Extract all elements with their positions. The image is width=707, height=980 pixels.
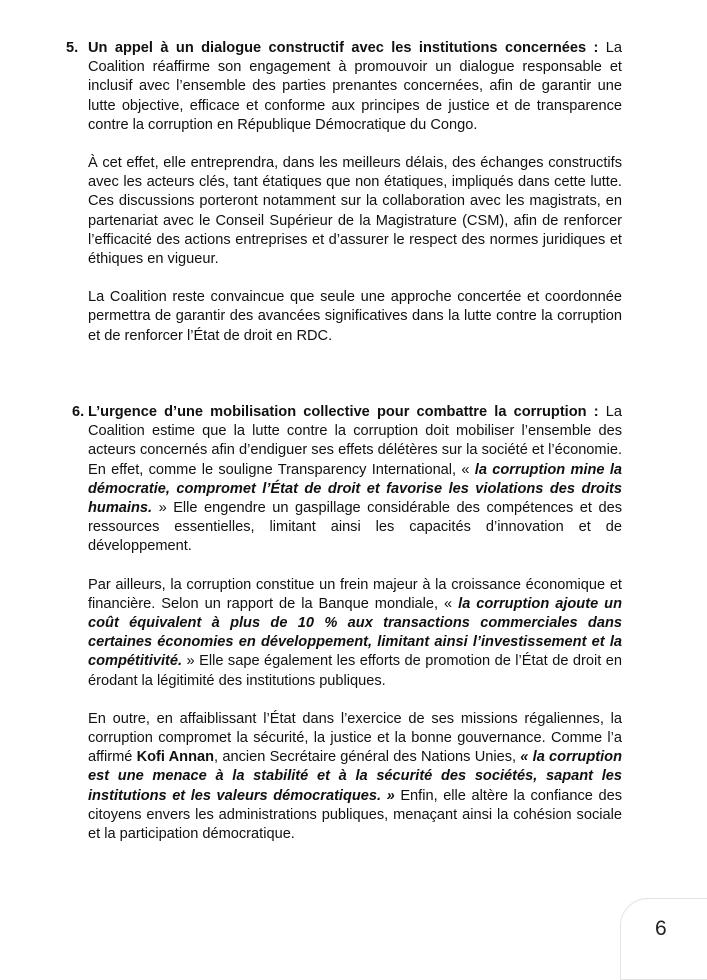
paragraph-text: Par ailleurs, la corruption constitue un frein majeur à la croissance économique et financière. Selon un rapport de la Banque mondiale, « bbox=[88, 576, 622, 612]
paragraph-text: La Coalition réaffirme son engagement à promouvoir un dialogue responsable et inclusif avec l’ensemble des parties prenantes concernées, afin de garantir une lutte objective, efficace et conforme aux principes de justice et de transparence contre la corruption en République Démocratique du Congo. bbox=[88, 40, 622, 133]
section-5 bbox=[60, 39, 622, 346]
paragraph-text: » Elle sape également les efforts de promotion de l’État de droit en érodant la légitimité des institutions publiques. bbox=[88, 653, 622, 689]
section-heading: Un appel à un dialogue constructif avec les institutions concernées : bbox=[88, 40, 599, 56]
person-name: Kofi Annan bbox=[136, 749, 215, 766]
paragraph bbox=[88, 710, 622, 844]
paragraph bbox=[88, 576, 622, 691]
paragraph: La Coalition reste convaincue que seule une approche concertée et coordonnée permettra de garantir des avancées significatives dans la lutte contre la corruption et de renforcer l’État de droit en RDC. bbox=[88, 289, 622, 344]
paragraph-text: La Coalition estime que la lutte contre la corruption doit mobiliser l’ensemble des acteurs concernés afin d’endiguer ses effets délétères sur la société et l’économie. En effet, comme le souligne Transparency International, « bbox=[88, 404, 622, 478]
quote: la corruption mine la démocratie, compromet l’État de droit et favorise les violations des droits humains. bbox=[88, 461, 622, 517]
paragraph: À cet effet, elle entreprendra, dans les meilleurs délais, des échanges constructifs avec les acteurs clés, tant étatiques que non étatiques, impliqués dans cette lutte. Ces discussions porteront notamment sur la collaboration avec les magistrats, en partenariat avec le Conseil Supérieur de la Magistrature (CSM), afin de renforcer l’efficacité des actions entreprises et d’assurer le respect des normes juridiques et éthiques en vigueur. bbox=[88, 155, 622, 268]
paragraph-text: Enfin, elle altère la confiance des citoyens envers les administrations publiques, menaçant ainsi la cohésion sociale et la participation démocratique. bbox=[88, 787, 622, 843]
paragraph bbox=[88, 39, 622, 135]
quote: la corruption ajoute un coût équivalent à plus de 10 % aux transactions commerciales dans certaines économies en développement, limitant ainsi l’investissement et la compétitivité. bbox=[88, 595, 622, 670]
paragraph-text: , ancien Secrétaire général des Nations Unies, bbox=[214, 749, 521, 766]
section-number: 5. bbox=[66, 40, 79, 56]
paragraph-text: » Elle engendre un gaspillage considérable des compétences et des ressources essentielles, limitant ainsi les capacités d’innovation et de développement. bbox=[88, 500, 622, 555]
paragraph-text: En outre, en affaiblissant l’État dans l’exercice de ses missions régaliennes, la corruption compromet la sécurité, la justice et la bonne gouvernance. Comme l’a affirmé bbox=[88, 710, 622, 766]
quote: « la corruption est une menace à la stabilité et à la sécurité des sociétés, sapant les institutions et les valeurs démocratiques. » bbox=[88, 749, 623, 804]
section-number: 6. bbox=[72, 404, 85, 420]
section-heading: L’urgence d’une mobilisation collective pour combattre la corruption : bbox=[88, 404, 599, 420]
section-6 bbox=[60, 403, 622, 844]
paragraph bbox=[88, 403, 622, 557]
page-number: 6 bbox=[655, 917, 667, 940]
